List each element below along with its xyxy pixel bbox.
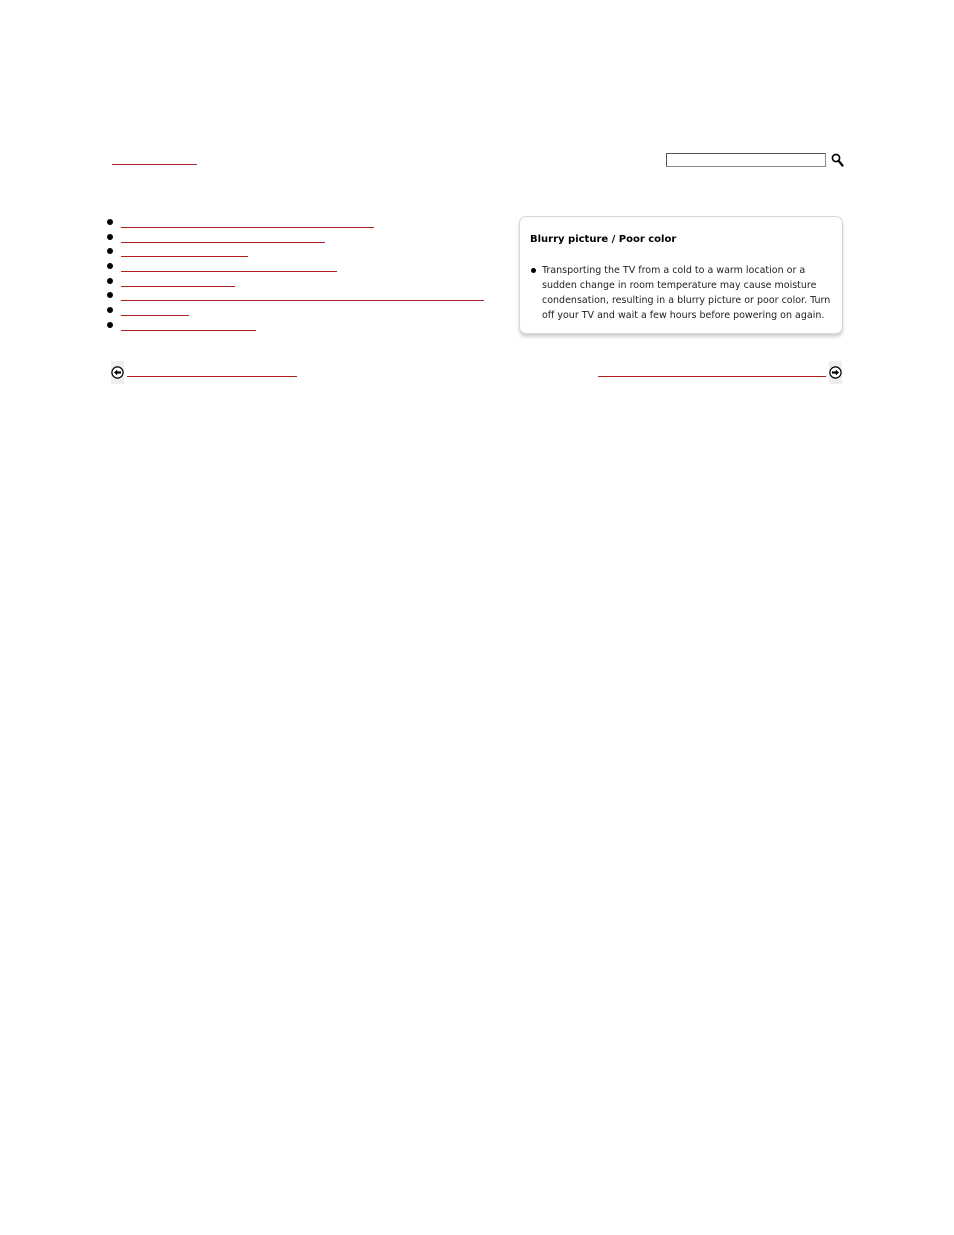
arrow-right-circle-icon xyxy=(829,366,842,379)
bullet-icon xyxy=(107,322,113,328)
bullet-icon xyxy=(531,268,536,273)
magnifier-icon xyxy=(831,153,844,167)
previous-page-link[interactable] xyxy=(127,364,297,377)
bullet-icon xyxy=(107,278,113,284)
topic-link[interactable] xyxy=(121,286,235,287)
bullet-icon xyxy=(107,219,113,225)
previous-page-button[interactable] xyxy=(111,361,124,384)
search-bar xyxy=(666,153,844,169)
bullet-icon xyxy=(107,307,113,313)
topic-link[interactable] xyxy=(121,242,325,243)
panel-title: Blurry picture / Poor color xyxy=(530,234,677,245)
topic-link[interactable] xyxy=(121,271,337,272)
search-input[interactable] xyxy=(666,153,826,167)
next-page-button[interactable] xyxy=(829,361,842,384)
bullet-icon xyxy=(107,292,113,298)
bullet-icon xyxy=(107,248,113,254)
top-link[interactable] xyxy=(112,150,197,165)
topic-link[interactable] xyxy=(121,315,189,316)
bullet-icon xyxy=(107,263,113,269)
arrow-left-circle-icon xyxy=(111,366,124,379)
bullet-icon xyxy=(107,234,113,240)
troubleshooting-panel xyxy=(519,216,843,334)
topic-link[interactable] xyxy=(121,300,484,301)
search-button[interactable] xyxy=(831,153,844,167)
next-page-link[interactable] xyxy=(598,364,826,377)
panel-item-text: Transporting the TV from a cold to a warm location or a sudden change in room temperature may cause moisture condensation, resulting in a blurry picture or poor color. Turn off your TV and wait a few hours before powering on again. xyxy=(542,265,831,321)
topic-link[interactable] xyxy=(121,227,374,228)
topic-link[interactable] xyxy=(121,256,248,257)
topic-link[interactable] xyxy=(121,330,256,331)
